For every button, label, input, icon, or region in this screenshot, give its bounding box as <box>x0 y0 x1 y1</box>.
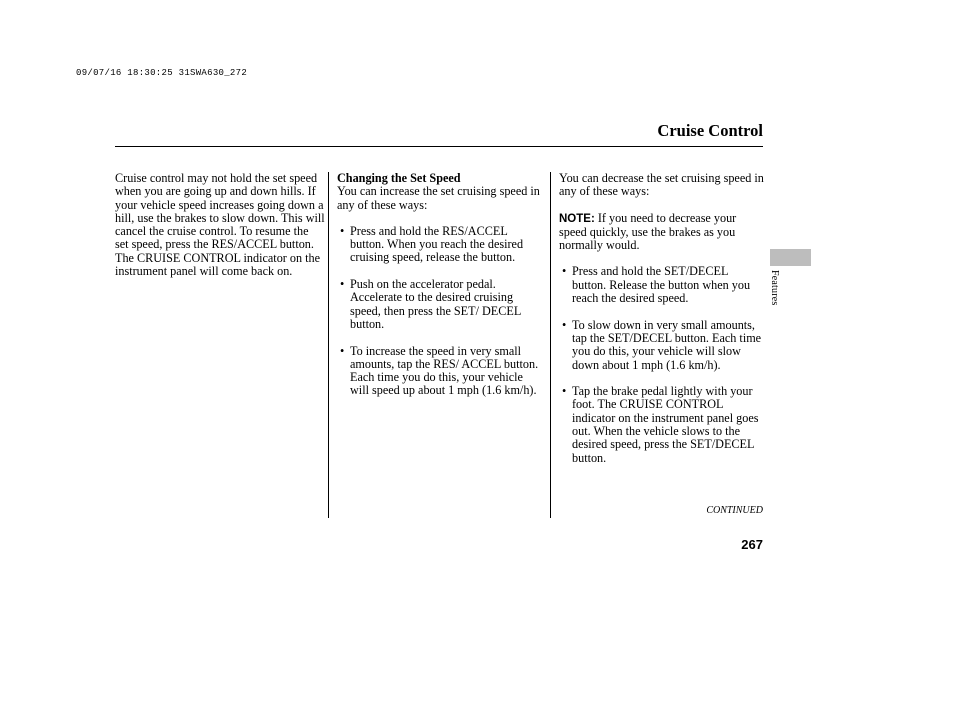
note-label: NOTE: <box>559 212 595 225</box>
title-rule <box>115 146 763 147</box>
page-number: 267 <box>741 537 763 552</box>
column-right <box>559 172 764 478</box>
bullet-list <box>559 265 764 464</box>
bullet-icon: • <box>340 277 345 292</box>
bullet-icon: • <box>562 317 567 332</box>
bullet-icon: • <box>340 343 345 358</box>
note-text: If you need to decrease your speed quickly, use the brakes as you normally would. <box>559 210 737 253</box>
section-intro: You can decrease the set cruising speed in any of these ways: <box>559 171 764 199</box>
column-divider <box>328 172 329 518</box>
body-paragraph: Cruise control may not hold the set speed when you are going up and down hills. If your vehicle speed increases going down a hill, use the brakes to slow down. This will cancel the cruise control. To resume the set speed, press the RES/ACCEL button. The CRUISE CONTROL indicator on the instrument panel will come back on. <box>115 171 325 279</box>
bullet-list <box>337 225 542 398</box>
bullet-icon: • <box>340 223 345 238</box>
print-stamp: 09/07/16 18:30:25 31SWA630_272 <box>76 68 248 78</box>
section-heading: Changing the Set Speed <box>337 171 461 185</box>
list-item: • Press and hold the SET/DECEL button. Release the button when you reach the desired speed. <box>562 264 751 306</box>
column-divider <box>550 172 551 518</box>
list-item: • Press and hold the RES/ACCEL button. When you reach the desired cruising speed, release the button. <box>340 223 524 265</box>
bullet-icon: • <box>562 264 567 279</box>
continued-label: CONTINUED <box>706 505 763 516</box>
list-item: • Tap the brake pedal lightly with your foot. The CRUISE CONTROL indicator on the instrument panel goes out. When the vehicle slows to the desired speed, press the SET/DECEL button. <box>562 384 759 465</box>
list-item: • To increase the speed in very small amounts, tap the RES/ ACCEL button. Each time you do this, your vehicle will speed up about 1 mph (1.6 km/h). <box>340 343 539 398</box>
bullet-icon: • <box>562 384 567 399</box>
note-paragraph <box>559 212 764 253</box>
list-item: • Push on the accelerator pedal. Accelerate to the desired cruising speed, then press the SET/ DECEL button. <box>340 277 521 331</box>
column-middle <box>337 172 542 411</box>
section-intro: You can increase the set cruising speed in any of these ways: <box>337 184 540 212</box>
section-side-label: Features <box>769 270 780 306</box>
column-left <box>115 172 325 278</box>
page-title: Cruise Control <box>657 121 763 140</box>
section-tab <box>770 249 811 266</box>
list-item: • To slow down in very small amounts, tap the SET/DECEL button. Each time you do this, your vehicle will slow down about 1 mph (1.6 km/h). <box>562 317 762 372</box>
